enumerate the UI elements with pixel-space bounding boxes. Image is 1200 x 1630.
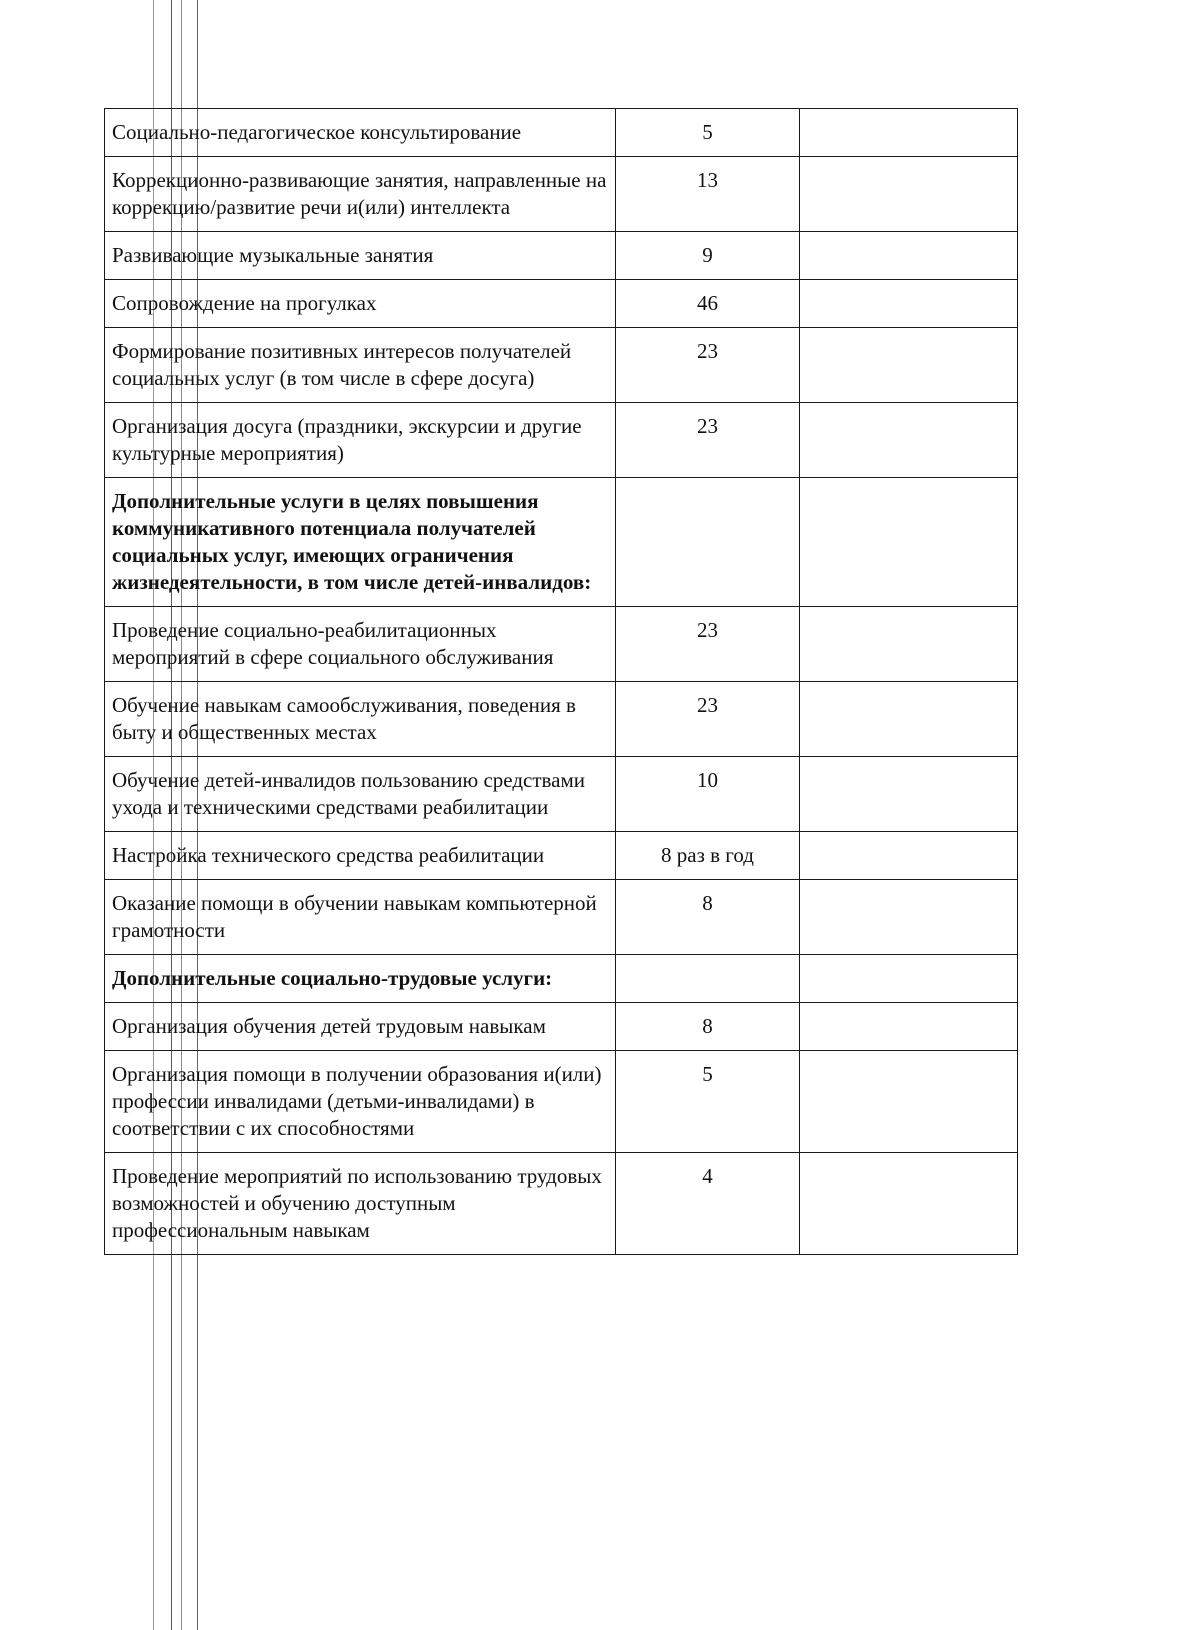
service-count-cell: 23 (616, 328, 800, 403)
service-extra-cell (800, 1153, 1018, 1255)
section-header-row (105, 955, 1018, 1003)
table-row (105, 757, 1018, 832)
service-name-cell: Настройка технического средства реабилитации (105, 832, 616, 880)
table-row (105, 607, 1018, 682)
service-extra-cell (800, 232, 1018, 280)
service-count-cell: 23 (616, 403, 800, 478)
service-name-cell: Обучение детей-инвалидов пользованию средствами ухода и техническими средствами реабилитации (105, 757, 616, 832)
section-header-row (105, 478, 1018, 607)
service-count-cell: 8 (616, 880, 800, 955)
service-extra-cell (800, 955, 1018, 1003)
service-name-cell: Оказание помощи в обучении навыкам компьютерной грамотности (105, 880, 616, 955)
service-name-cell: Коррекционно-развивающие занятия, направленные на коррекцию/развитие речи и(или) интеллекта (105, 157, 616, 232)
service-name-cell: Организация помощи в получении образования и(или) профессии инвалидами (детьми-инвалидами) в соответствии с их способностями (105, 1051, 616, 1153)
service-count-cell: 8 (616, 1003, 800, 1051)
service-extra-cell (800, 403, 1018, 478)
service-extra-cell (800, 478, 1018, 607)
service-name-cell: Сопровождение на прогулках (105, 280, 616, 328)
table-row (105, 682, 1018, 757)
table-row (105, 1003, 1018, 1051)
table-row (105, 880, 1018, 955)
service-extra-cell (800, 832, 1018, 880)
services-table-body (105, 109, 1018, 1255)
service-extra-cell (800, 328, 1018, 403)
service-count-cell: 23 (616, 682, 800, 757)
service-count-cell: 10 (616, 757, 800, 832)
service-count-cell: 23 (616, 607, 800, 682)
service-name-cell: Проведение мероприятий по использованию трудовых возможностей и обучению доступным профессиональным навыкам (105, 1153, 616, 1255)
services-table (104, 108, 1018, 1255)
table-row (105, 280, 1018, 328)
service-name-cell: Проведение социально-реабилитационных мероприятий в сфере социального обслуживания (105, 607, 616, 682)
section-title-cell: Дополнительные социально-трудовые услуги: (105, 955, 616, 1003)
table-row (105, 232, 1018, 280)
table-row (105, 832, 1018, 880)
service-extra-cell (800, 157, 1018, 232)
service-count-cell: 13 (616, 157, 800, 232)
service-extra-cell (800, 880, 1018, 955)
service-count-cell (616, 478, 800, 607)
service-extra-cell (800, 280, 1018, 328)
service-count-cell: 4 (616, 1153, 800, 1255)
service-count-cell: 5 (616, 109, 800, 157)
table-row (105, 157, 1018, 232)
service-count-cell: 5 (616, 1051, 800, 1153)
service-count-cell: 8 раз в год (616, 832, 800, 880)
service-name-cell: Организация обучения детей трудовым навыкам (105, 1003, 616, 1051)
service-extra-cell (800, 607, 1018, 682)
service-name-cell: Развивающие музыкальные занятия (105, 232, 616, 280)
service-count-cell: 9 (616, 232, 800, 280)
service-extra-cell (800, 682, 1018, 757)
table-row (105, 1051, 1018, 1153)
service-extra-cell (800, 1051, 1018, 1153)
table-row (105, 328, 1018, 403)
service-extra-cell (800, 109, 1018, 157)
service-extra-cell (800, 1003, 1018, 1051)
service-count-cell (616, 955, 800, 1003)
service-name-cell: Формирование позитивных интересов получателей социальных услуг (в том числе в сфере досуга) (105, 328, 616, 403)
section-title-cell: Дополнительные услуги в целях повышения коммуникативного потенциала получателей социальных услуг, имеющих ограничения жизнедеятельности, в том числе детей-инвалидов: (105, 478, 616, 607)
table-row (105, 403, 1018, 478)
service-name-cell: Социально-педагогическое консультирование (105, 109, 616, 157)
service-name-cell: Организация досуга (праздники, экскурсии и другие культурные мероприятия) (105, 403, 616, 478)
table-row (105, 1153, 1018, 1255)
service-count-cell: 46 (616, 280, 800, 328)
service-extra-cell (800, 757, 1018, 832)
table-row (105, 109, 1018, 157)
service-name-cell: Обучение навыкам самообслуживания, поведения в быту и общественных местах (105, 682, 616, 757)
